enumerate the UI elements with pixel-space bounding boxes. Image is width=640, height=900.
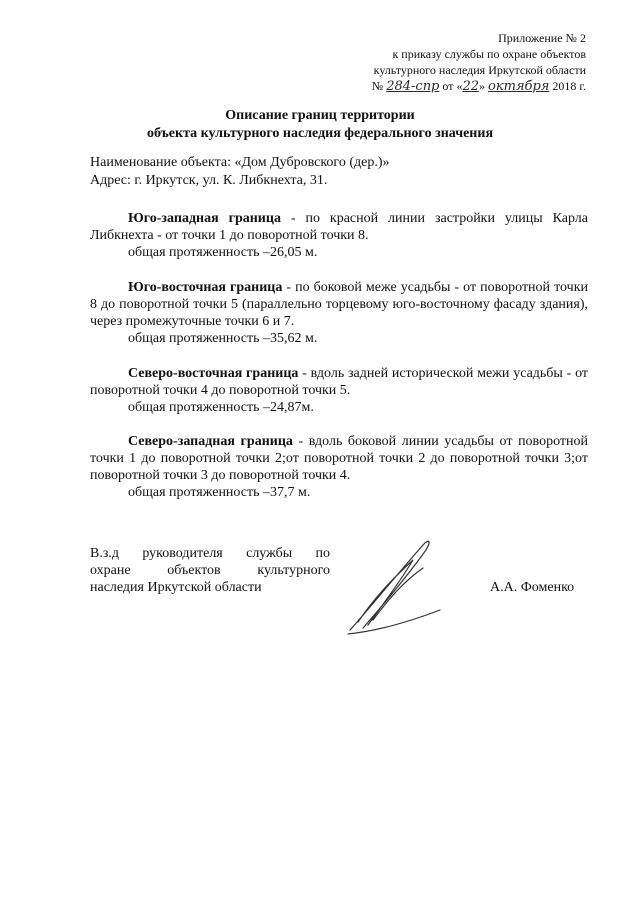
object-name: Наименование объекта: «Дом Дубровского (дер.)» — [90, 155, 390, 170]
handwritten-signature — [328, 530, 458, 640]
order-line-2: культурного наследия Иркутской области — [373, 63, 586, 77]
appendix-header — [372, 30, 586, 95]
boundary-length: общая протяженность –35,62 м. — [128, 331, 318, 346]
title-line-1: Описание границ территории — [225, 108, 415, 123]
boundary-label: Северо-западная граница — [128, 434, 293, 449]
object-address: Адрес: г. Иркутск, ул. К. Либкнехта, 31. — [90, 173, 328, 188]
boundary-label: Юго-западная граница — [128, 211, 281, 226]
object-info — [90, 154, 389, 190]
boundary-label: Юго-восточная граница — [128, 280, 283, 295]
boundary-text: - по боковой меже усадьбы - от поворотной точки 8 до поворотной точки 5 (параллельно торцевому юго-восточному фасаду здания), через промежуточные точки 6 и 7. — [90, 280, 588, 329]
signer-position: В.з.д руководителя службы по охране объектов культурного наследия Иркутской области — [90, 546, 330, 595]
boundary-text: - вдоль боковой линии усадьбы от поворотной точки 1 до поворотной точки 2;от поворотной точки 2 до поворотной точки 3;от поворотной точки 3 до поворотной точки 4. — [90, 434, 588, 483]
boundary-text: - по красной линии застройки улицы Карла Либкнехта - от точки 1 до поворотной точки 8. — [90, 211, 588, 243]
appendix-number: Приложение № 2 — [498, 31, 586, 45]
boundary-length: общая протяженность –37,7 м. — [128, 485, 311, 500]
title-line-2: объекта культурного наследия федерального значения — [146, 126, 494, 141]
order-number-date: № 284-спр от «22» октября 2018 г. — [371, 79, 586, 94]
order-year: 2018 г. — [552, 79, 586, 93]
boundary-text: - вдоль задней исторической межи усадьбы - от поворотной точки 4 до поворотной точки 5. — [90, 366, 588, 398]
signer-name: А.А. Фоменко — [490, 580, 575, 595]
boundary-label: Северо-восточная граница — [128, 366, 299, 381]
boundary-length: общая протяженность –26,05 м. — [128, 245, 318, 260]
boundary-northwest — [90, 433, 588, 501]
order-day-handwritten: 22 — [462, 79, 480, 94]
boundary-southwest — [90, 210, 588, 261]
order-month-handwritten: октября — [488, 79, 550, 94]
boundary-northeast — [90, 365, 588, 416]
boundary-southeast — [90, 279, 588, 347]
document-title — [0, 107, 640, 143]
boundary-length: общая протяженность –24,87м. — [128, 400, 314, 415]
order-number-handwritten: 284-спр — [386, 79, 440, 94]
order-line-1: к приказу службы по охране объектов — [392, 47, 586, 61]
